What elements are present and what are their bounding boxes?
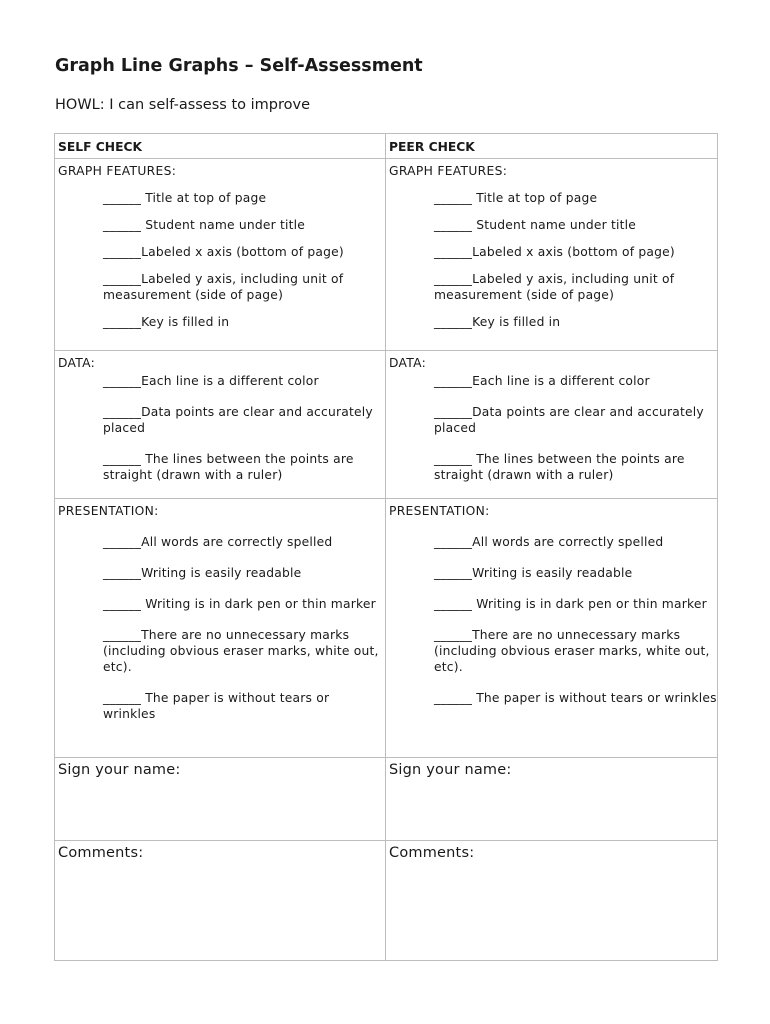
comments-label: Comments:: [58, 845, 144, 861]
peer-data-cell: [386, 351, 718, 499]
howl-statement: HOWL: I can self-assess to improve: [55, 97, 310, 113]
checklist-item: ______Labeled x axis (bottom of page): [434, 245, 675, 259]
checklist: [386, 534, 717, 706]
peer-graph-features-cell: [386, 159, 718, 351]
checklist-item: ______Writing is easily readable: [434, 566, 633, 580]
checklist: [386, 373, 717, 483]
checklist-item: ______ Writing is in dark pen or thin marker: [434, 597, 707, 611]
checklist: [386, 190, 717, 330]
checklist-item: ______Writing is easily readable: [103, 566, 302, 580]
assessment-table: [54, 133, 718, 961]
checklist-item: ______ The lines between the points are straight (drawn with a ruler): [434, 452, 685, 482]
graph-features-row: [55, 159, 718, 351]
self-check-heading: SELF CHECK: [55, 134, 386, 159]
sign-name-label: Sign your name:: [58, 762, 181, 778]
peer-check-heading: PEER CHECK: [386, 134, 718, 159]
self-data-cell: [55, 351, 386, 499]
checklist-item: ______Each line is a different color: [103, 374, 319, 388]
peer-comments-field[interactable]: [386, 841, 718, 961]
checklist-item: ______There are no unnecessary marks (including obvious eraser marks, white out, etc).: [103, 628, 379, 674]
self-comments-field[interactable]: [55, 841, 386, 961]
checklist-item: ______ Student name under title: [103, 218, 306, 232]
checklist-item: ______Key is filled in: [103, 315, 230, 329]
checklist-item: ______ Writing is in dark pen or thin marker: [103, 597, 376, 611]
section-label: GRAPH FEATURES:: [389, 164, 508, 178]
checklist-item: ______ Student name under title: [434, 218, 637, 232]
checklist-item: ______Each line is a different color: [434, 374, 650, 388]
checklist-item: ______All words are correctly spelled: [103, 535, 333, 549]
checklist-item: ______Labeled y axis, including unit of measurement (side of page): [103, 272, 344, 302]
page-title: Graph Line Graphs – Self-Assessment: [55, 56, 423, 76]
checklist-item: ______Labeled x axis (bottom of page): [103, 245, 344, 259]
checklist-item: ______ Title at top of page: [434, 191, 598, 205]
presentation-row: [55, 499, 718, 758]
self-presentation-cell: [55, 499, 386, 758]
checklist-item: ______ The paper is without tears or wrinkles: [434, 691, 717, 705]
signature-row: [55, 758, 718, 841]
checklist-item: ______ Title at top of page: [103, 191, 267, 205]
section-label: PRESENTATION:: [389, 504, 490, 518]
data-row: [55, 351, 718, 499]
section-label: DATA:: [58, 356, 96, 370]
peer-signature-field[interactable]: [386, 758, 718, 841]
checklist-item: ______Labeled y axis, including unit of measurement (side of page): [434, 272, 675, 302]
section-label: PRESENTATION:: [58, 504, 159, 518]
checklist: [55, 534, 385, 722]
comments-row: [55, 841, 718, 961]
checklist: [55, 373, 385, 483]
comments-label: Comments:: [389, 845, 475, 861]
checklist-item: ______All words are correctly spelled: [434, 535, 664, 549]
checklist-item: ______Data points are clear and accurately placed: [103, 405, 373, 435]
sign-name-label: Sign your name:: [389, 762, 512, 778]
checklist: [55, 190, 385, 330]
checklist-item: ______Data points are clear and accurately placed: [434, 405, 704, 435]
header-row: [55, 134, 718, 159]
section-label: GRAPH FEATURES:: [58, 164, 177, 178]
checklist-item: ______ The paper is without tears or wrinkles: [103, 691, 330, 721]
peer-presentation-cell: [386, 499, 718, 758]
section-label: DATA:: [389, 356, 427, 370]
checklist-item: ______Key is filled in: [434, 315, 561, 329]
self-graph-features-cell: [55, 159, 386, 351]
checklist-item: ______ The lines between the points are straight (drawn with a ruler): [103, 452, 354, 482]
checklist-item: ______There are no unnecessary marks (including obvious eraser marks, white out, etc).: [434, 628, 710, 674]
self-signature-field[interactable]: [55, 758, 386, 841]
